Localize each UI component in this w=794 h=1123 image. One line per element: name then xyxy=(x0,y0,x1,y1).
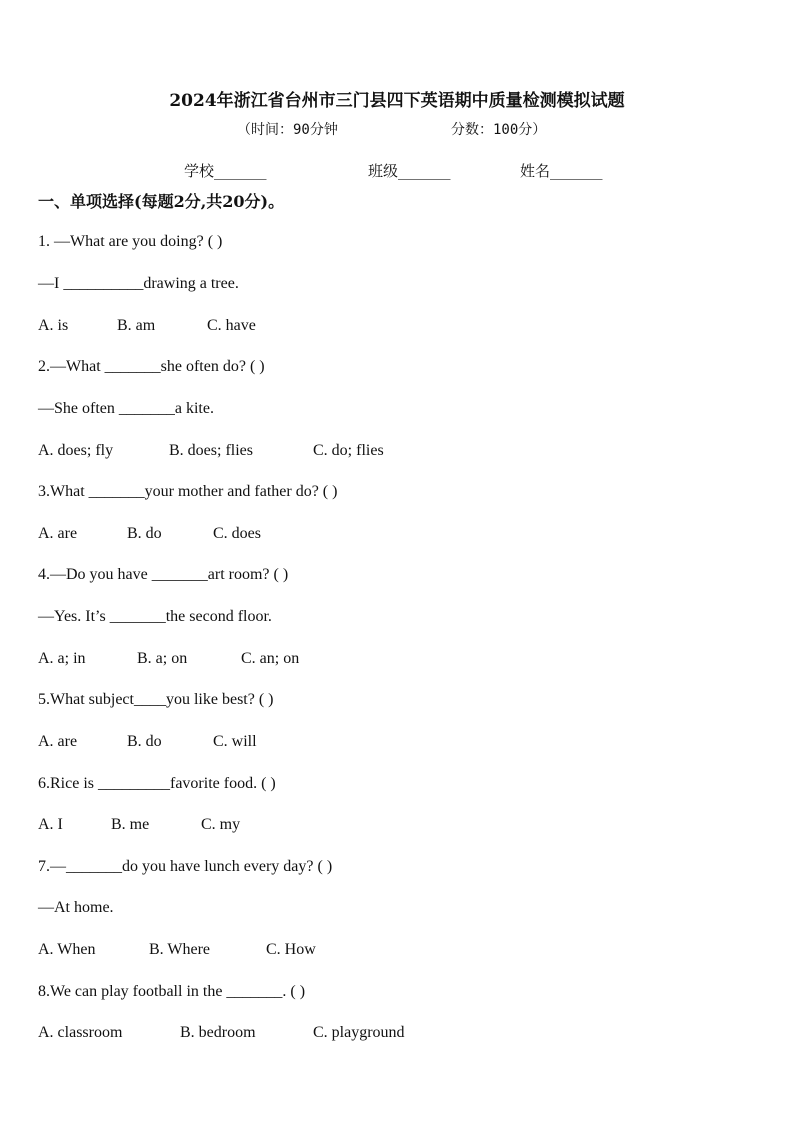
option-c: C. do; flies xyxy=(313,442,384,459)
option-b: B. do xyxy=(127,733,162,750)
option-c: C. my xyxy=(201,816,241,833)
option-c: C. playground xyxy=(313,1024,405,1041)
option-a: A. When xyxy=(38,941,96,958)
option-b: B. am xyxy=(117,317,156,334)
question-6-stem: 6.Rice is _________favorite food. ( ) xyxy=(38,775,276,792)
question-7-reply: —At home. xyxy=(38,899,114,916)
option-a: A. are xyxy=(38,733,78,750)
question-8-options xyxy=(38,1024,405,1042)
question-1-reply: —I __________drawing a tree. xyxy=(38,275,239,292)
question-4-options xyxy=(38,650,299,668)
option-b: B. me xyxy=(111,816,150,833)
option-c: C. How xyxy=(266,941,316,958)
exam-time: （时间：90分钟 xyxy=(237,122,338,138)
question-6-options xyxy=(38,816,240,834)
option-b: B. do xyxy=(127,525,162,542)
question-4-stem: 4.—Do you have _______art room? ( ) xyxy=(38,566,289,583)
question-5-stem: 5.What subject____you like best? ( ) xyxy=(38,691,274,708)
question-2-stem: 2.—What _______she often do? ( ) xyxy=(38,358,265,375)
option-b: B. Where xyxy=(149,941,211,958)
question-1-stem: 1. —What are you doing? ( ) xyxy=(38,233,223,250)
option-c: C. will xyxy=(213,733,257,750)
question-1-options xyxy=(38,317,256,335)
question-7-stem: 7.—_______do you have lunch every day? ( ) xyxy=(38,858,333,875)
option-a: A. are xyxy=(38,525,78,542)
section-title: 一、单项选择(每题2分,共20分)。 xyxy=(38,192,285,211)
school-field: 学校_______ xyxy=(184,162,267,180)
question-5-options xyxy=(38,733,257,751)
option-a: A. a; in xyxy=(38,650,86,667)
option-a: A. does; fly xyxy=(38,442,114,459)
option-a: A. classroom xyxy=(38,1024,123,1041)
option-a: A. is xyxy=(38,317,69,334)
option-c: C. does xyxy=(213,525,261,542)
option-b: B. does; flies xyxy=(169,442,253,459)
question-2-options xyxy=(38,442,384,460)
question-4-reply: —Yes. It’s _______the second floor. xyxy=(38,608,272,625)
class-field: 班级_______ xyxy=(368,162,451,180)
exam-score: 分数：100分） xyxy=(451,122,547,138)
name-field: 姓名_______ xyxy=(520,162,603,180)
question-8-stem: 8.We can play football in the _______. ( ) xyxy=(38,983,306,1000)
option-a: A. I xyxy=(38,816,63,833)
question-3-options xyxy=(38,525,261,543)
option-b: B. a; on xyxy=(137,650,188,667)
question-2-reply: —She often _______a kite. xyxy=(38,400,214,417)
option-c: C. have xyxy=(207,317,256,334)
question-7-options xyxy=(38,941,316,959)
option-b: B. bedroom xyxy=(180,1024,256,1041)
question-3-stem: 3.What _______your mother and father do? ( ) xyxy=(38,483,338,500)
exam-title: 2024年浙江省台州市三门县四下英语期中质量检测模拟试题 xyxy=(169,91,625,111)
option-c: C. an; on xyxy=(241,650,300,667)
